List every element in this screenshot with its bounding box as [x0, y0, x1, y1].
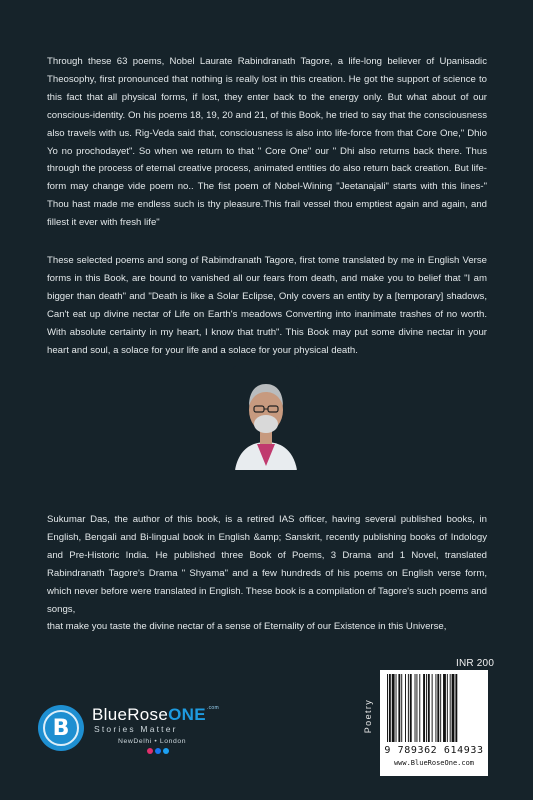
- barcode-bar: [426, 674, 427, 742]
- social-icons: [147, 748, 169, 754]
- publisher-url: www.BlueRoseOne.com: [393, 759, 475, 767]
- bluerose-logo-icon: [38, 705, 84, 751]
- barcode-bar: [408, 674, 409, 742]
- barcode-bar: [450, 674, 451, 742]
- facebook-icon: [155, 748, 161, 754]
- barcode-bar: [428, 674, 430, 742]
- barcode-bar: [432, 674, 433, 742]
- barcode-bar: [447, 674, 448, 742]
- barcode-bar: [435, 674, 436, 742]
- barcode-bar: [401, 674, 402, 742]
- barcode-bar: [387, 674, 388, 742]
- brand-accent: ONE: [168, 705, 206, 724]
- publisher-locations: NewDelhi • London: [118, 738, 187, 745]
- barcode-bar: [423, 674, 425, 742]
- twitter-icon: [163, 748, 169, 754]
- barcode-bar: [437, 674, 439, 742]
- barcode-bar: [443, 674, 446, 742]
- publisher-tagline: Stories Matter: [94, 724, 178, 734]
- brand-main: BlueRose: [92, 705, 169, 724]
- barcode-bar: [452, 674, 455, 742]
- barcode-bar: [389, 674, 391, 742]
- author-biography-closing: that make you taste the divine nectar of a sense of Eternality of our Existence in this Universe,: [47, 621, 447, 633]
- isbn-number: 9 789362 614933: [384, 745, 484, 756]
- author-biography: [47, 511, 487, 636]
- logo-letter: B: [43, 710, 79, 746]
- back-cover-blurb-paragraph-1: Through these 63 poems, Nobel Laurate Rabindranath Tagore, a life-long believer of Upanisadic Theosophy, first pronounced that nothing is really lost in this creation. He got the support of science to this fact that all physical forms, if lost, they enter back to the energy only. But what about of our conscious-identity. On his poems 18, 19, 20 and 21, of this Book, he tried to say that the consciousness also travels with us. Rig-Veda said that, consciousness is also into life-force from that Core One," Dhio Yo no prochodayet". So when we return to that " Core One" our " Dhi also returns back there. Thus through the process of eternal creative process, animated entities do also return back creation. But life-form may change vide poem no.. The fist poem of Nobel-Wining "Jeetanajali" starts with this lines-" Thou hast made me endless such is thy pleasure.This frail vessel thou emptiest again and again, and fillest it ever with fresh life": [47, 56, 487, 229]
- brand-suffix: .com: [206, 705, 219, 711]
- barcode-bar: [398, 674, 400, 742]
- barcode-bars: [385, 674, 483, 742]
- author-photo: [233, 366, 299, 470]
- barcode-bar: [396, 674, 397, 742]
- barcode-bar: [455, 674, 457, 742]
- publisher-brand-name: [92, 705, 219, 725]
- barcode-bar: [440, 674, 441, 742]
- genre-label: Poetry: [363, 698, 373, 734]
- author-portrait-illustration: [233, 366, 299, 470]
- back-cover-blurb-paragraph-2: These selected poems and song of Rabimdranath Tagore, first tome translated by me in English Verse forms in this Book, are bound to vanished all our fears from death, and make you to belief that "I am bigger than death" and "Death is like a Solar Eclipse, Only covers an entity by a [temporary] shadows, Can't eat up divine nectar of Life on Earth's meadows Converting into inanimate trashes of no worth. With absolute certainty in my heart, I know that truth". This Book may put some divine nectar in your heart and soul, a solace for your life and a solace for your physical death.: [47, 255, 487, 356]
- barcode-bar: [415, 674, 416, 742]
- barcode-bar: [405, 674, 406, 742]
- barcode-bar: [416, 674, 417, 742]
- instagram-icon: [147, 748, 153, 754]
- barcode-bar: [392, 674, 395, 742]
- barcode-bar: [419, 674, 420, 742]
- isbn-barcode: [380, 670, 488, 776]
- barcode-bar: [410, 674, 412, 742]
- price-label: INR 200: [456, 658, 495, 669]
- author-biography-main: Sukumar Das, the author of this book, is a retired IAS officer, having several published books, in English, Bengali and Bi-lingual book in English &amp; Sanskrit, recently publishing books of Indology and Pre-Historic India. He published three Book of Poems, 3 Drama and 1 Novel, translated Rabindranath Tagore's Drama " Shyama" and a few hundreds of his poems on English verse form, which never before were translated in English. These book is a compilation of Tagore's such poems and songs,: [47, 514, 487, 615]
